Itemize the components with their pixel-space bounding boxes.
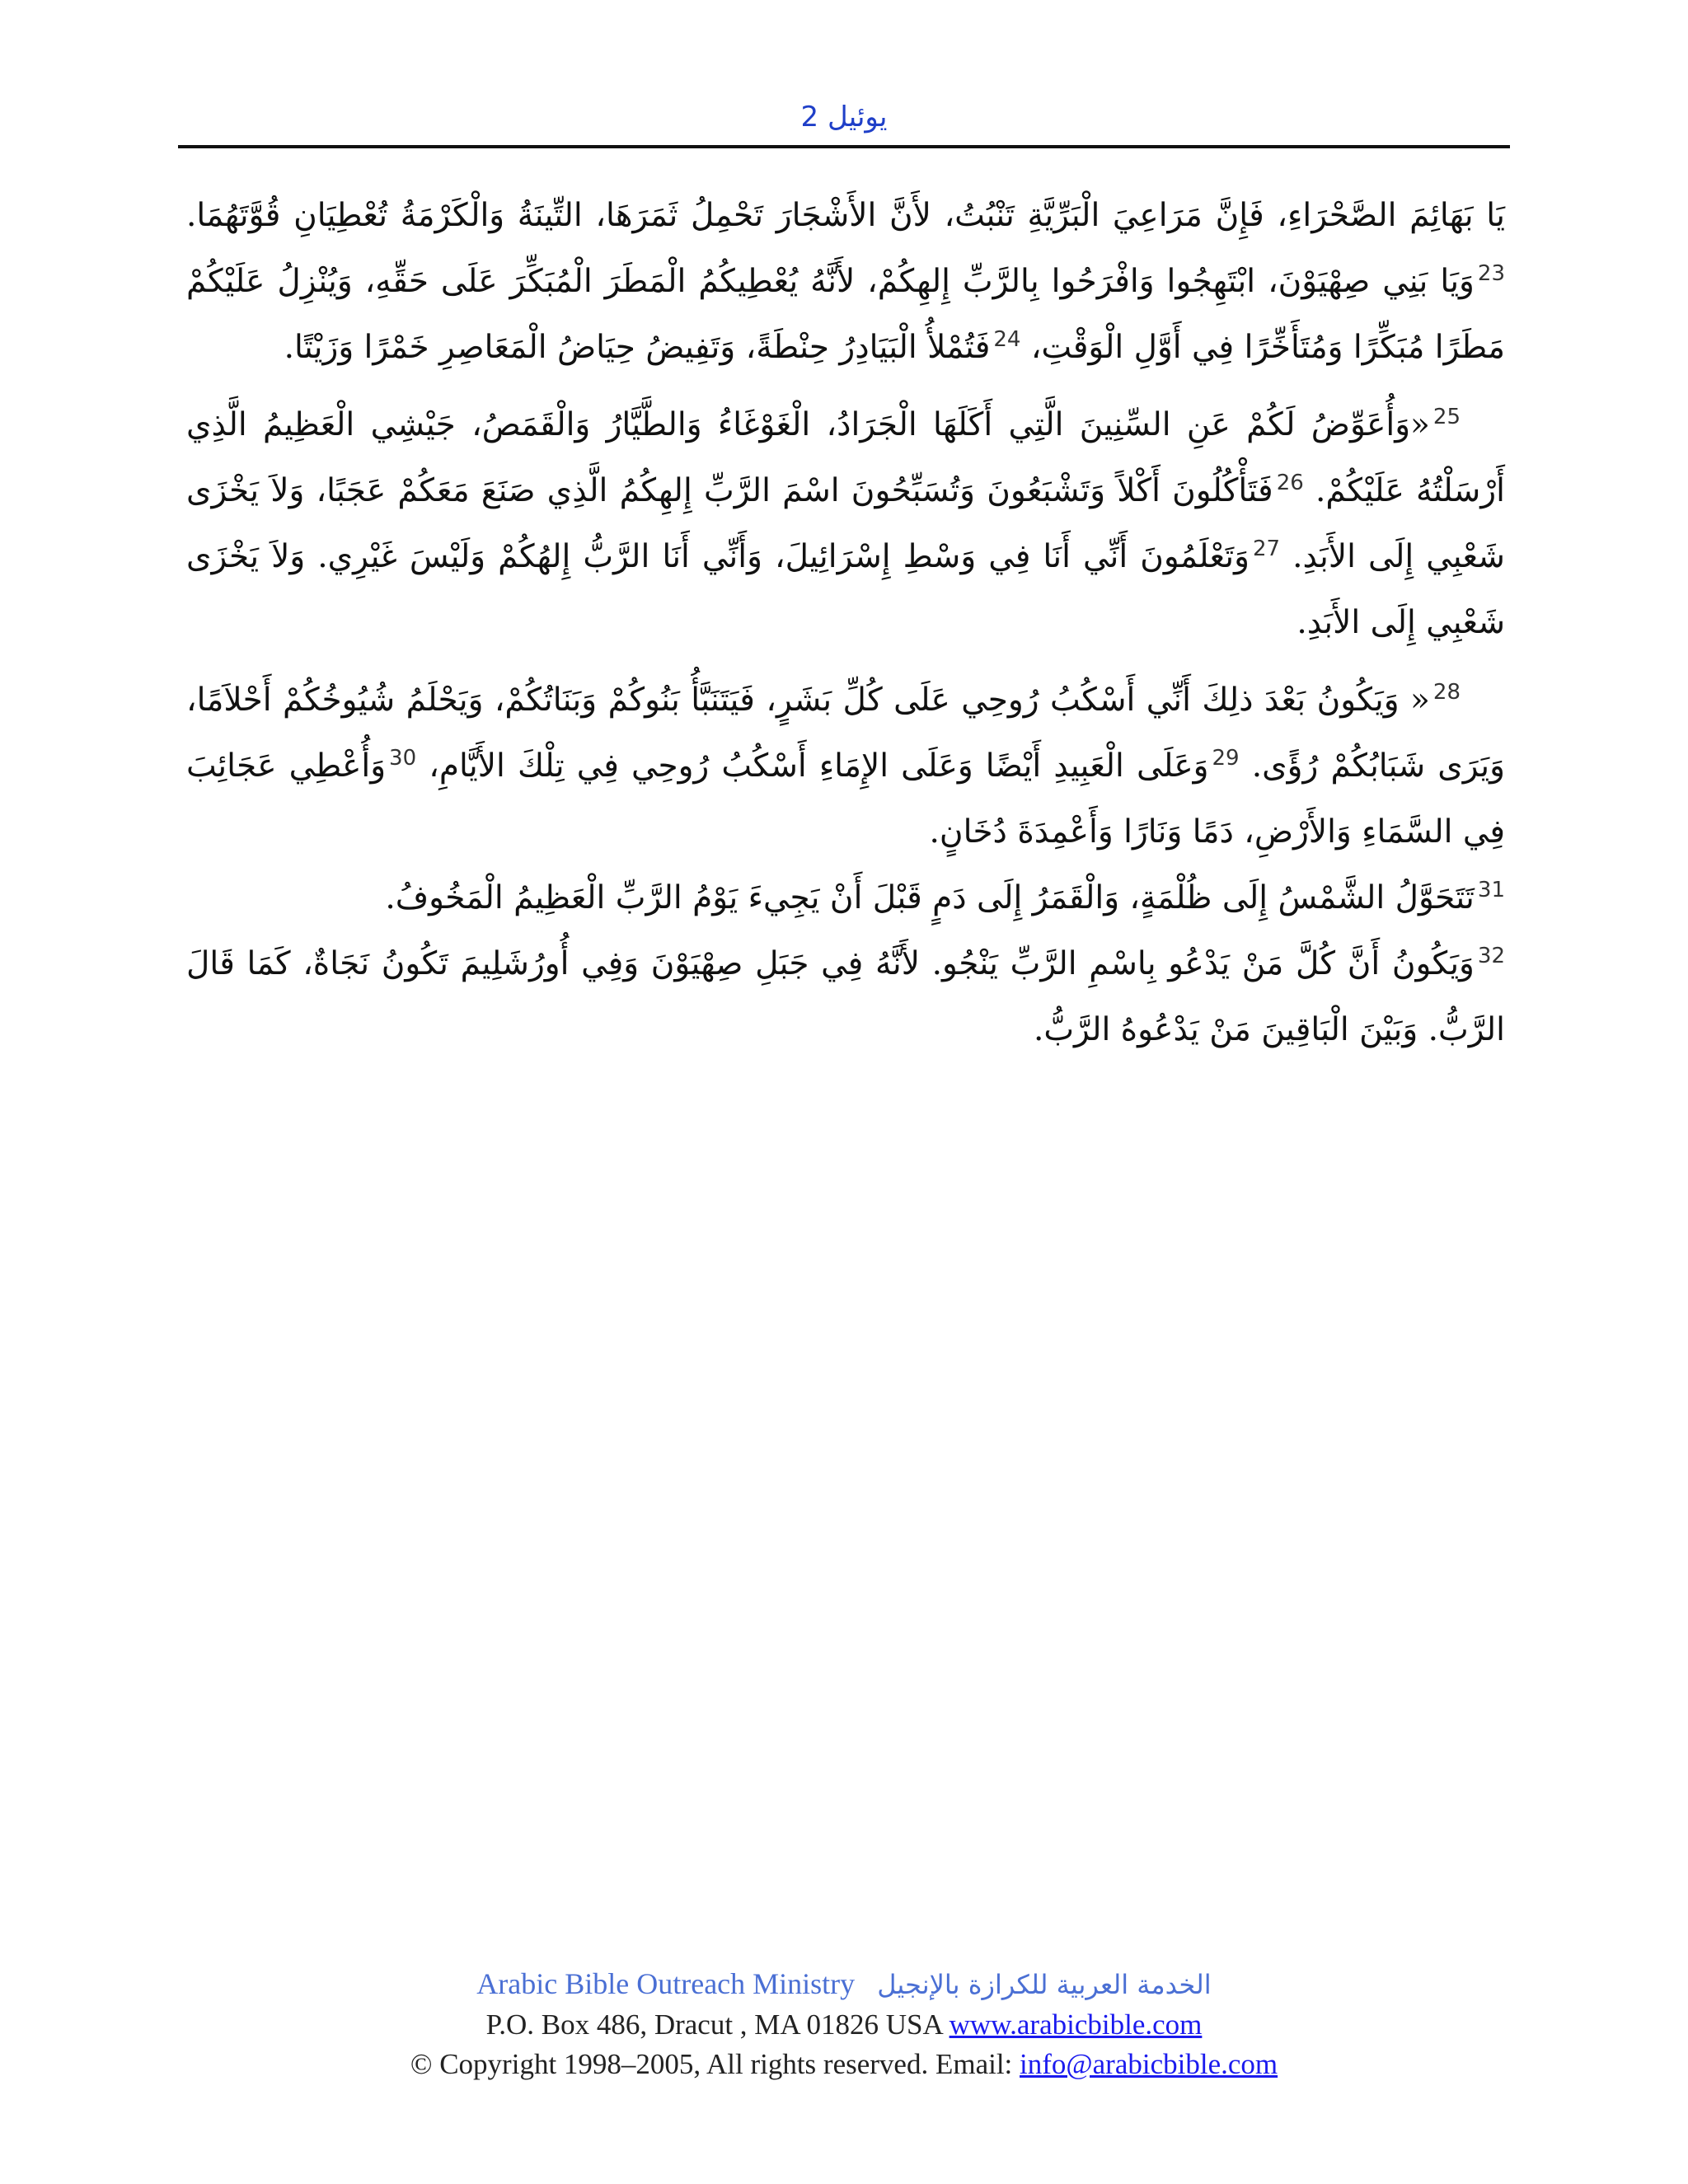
verse-28-text: « وَيَكُونُ بَعْدَ ذلِكَ أَنِّي أَسْكُبُ رُوحِي عَلَى كُلِّ بَشَرٍ، فَيَتَنَبَّأُ بَنُوكُمْ وَبَنَاتُكُمْ، وَيَحْلَمُ شُيُوخُكُمْ أَحْلاَمًا، وَيَرَى شَبَابُكُمْ رُؤًى. <box>186 682 1505 785</box>
footer-ministry-line <box>178 1963 1510 2005</box>
verse-23-text: وَيَا بَنِي صِهْيَوْنَ، ابْتَهِجُوا وَافْرَحُوا بِالرَّبِّ إِلهِكُمْ، لأَنَّهُ يُعْطِيكُمُ الْمَطَرَ الْمُبَكِّرَ عَلَى حَقِّهِ، وَيُنْزِلُ عَلَيْكُمْ مَطَرًا مُبَكِّرًا وَمُتَأَخِّرًا فِي أَوَّلِ الْوَقْتِ، <box>186 263 1505 366</box>
footer-copyright-line <box>178 2045 1510 2084</box>
header-divider <box>178 145 1510 148</box>
paragraph-1 <box>186 183 1505 381</box>
paragraph-4 <box>186 865 1505 931</box>
footer-address: P.O. Box 486, Dracut , MA 01826 USA <box>485 2008 950 2041</box>
verse-31-text: تَتَحَوَّلُ الشَّمْسُ إِلَى ظُلْمَةٍ، وَالْقَمَرُ إِلَى دَمٍ قَبْلَ أَنْ يَجِيءَ يَوْمُ الرَّبِّ الْعَظِيمُ الْمَخُوفُ. <box>385 879 1475 916</box>
website-link[interactable]: www.arabicbible.com <box>949 2008 1203 2041</box>
verse-26-text: فَتَأْكُلُونَ أَكْلاً وَتَشْبَعُونَ وَتُسَبِّحُونَ اسْمَ الرَّبِّ إِلهِكُمُ الَّذِي صَنَعَ مَعَكُمْ عَجَبًا، وَلاَ يَخْزَى شَعْبِي إِلَى الأَبَدِ. <box>186 472 1505 575</box>
ministry-name-arabic: الخدمة العربية للكرازة بالإنجيل <box>877 1969 1212 2000</box>
footer-copyright: © Copyright 1998–2005, All rights reserved. Email: <box>410 2048 1020 2080</box>
verse-number-24: 24 <box>993 327 1021 352</box>
verse-30-text: وَأُعْطِي عَجَائِبَ فِي السَّمَاءِ وَالأَرْضِ، دَمًا وَنَارًا وَأَعْمِدَةَ دُخَانٍ. <box>186 748 1505 851</box>
verse-number-28: 28 <box>1432 680 1461 705</box>
paragraph-2 <box>186 392 1505 656</box>
verse-number-31: 31 <box>1477 878 1505 902</box>
verse-number-32: 32 <box>1477 944 1505 968</box>
verse-24-text: فَتُمْلأُ الْبَيَادِرُ حِنْطَةً، وَتَفِيضُ حِيَاضُ الْمَعَاصِرِ خَمْرًا وَزَيْتًا. <box>284 329 991 366</box>
ministry-name-english: Arabic Bible Outreach Ministry <box>476 1967 856 2000</box>
paragraph-3 <box>186 668 1505 865</box>
verse-number-29: 29 <box>1212 746 1240 771</box>
verse-number-30: 30 <box>389 746 417 771</box>
verse-number-26: 26 <box>1276 471 1304 495</box>
page-footer <box>178 1963 1510 2084</box>
verse-27-text: وَتَعْلَمُونَ أَنِّي أَنَا فِي وَسْطِ إِسْرَائِيلَ، وَأَنِّي أَنَا الرَّبُّ إِلهُكُمْ وَلَيْسَ غَيْرِي. وَلاَ يَخْزَى شَعْبِي إِلَى الأَبَدِ. <box>186 538 1505 641</box>
paragraph-5 <box>186 931 1505 1063</box>
footer-address-line <box>178 2005 1510 2045</box>
verse-number-27: 27 <box>1252 537 1281 561</box>
verse-25-text: «وَأُعَوِّضُ لَكُمْ عَنِ السِّنِينَ الَّتِي أَكَلَهَا الْجَرَادُ، الْغَوْغَاءُ وَالطَّيَّارُ وَالْقَمَصُ، جَيْشِي الْعَظِيمُ الَّذِي أَرْسَلْتُهُ عَلَيْكُمْ. <box>186 406 1505 509</box>
page-header-title: يوئيل 2 <box>800 101 888 134</box>
email-link[interactable]: info@arabicbible.com <box>1020 2048 1278 2080</box>
verse-29-text: وَعَلَى الْعَبِيدِ أَيْضًا وَعَلَى الإِمَاءِ أَسْكُبُ رُوحِي فِي تِلْكَ الأَيَّامِ، <box>429 748 1209 785</box>
verse-32-text: وَيَكُونُ أَنَّ كُلَّ مَنْ يَدْعُو بِاسْمِ الرَّبِّ يَنْجُو. لأَنَّهُ فِي جَبَلِ صِهْيَوْنَ وَفِي أُورُشَلِيمَ تَكُونُ نَجَاةٌ، كَمَا قَالَ الرَّبُّ. وَبَيْنَ الْبَاقِينَ مَنْ يَدْعُوهُ الرَّبُّ. <box>186 945 1505 1048</box>
verse-number-25: 25 <box>1432 405 1461 429</box>
verse-number-23: 23 <box>1477 261 1505 286</box>
scripture-body <box>186 183 1505 1063</box>
verse-22-text: يَا بَهَائِمَ الصَّحْرَاءِ، فَإِنَّ مَرَاعِيَ الْبَرِّيَّةِ تَنْبُتُ، لأَنَّ الأَشْجَارَ تَحْمِلُ ثَمَرَهَا، التِّينَةُ وَالْكَرْمَةُ تُعْطِيَانِ قُوَّتَهُمَا. <box>186 197 1505 234</box>
